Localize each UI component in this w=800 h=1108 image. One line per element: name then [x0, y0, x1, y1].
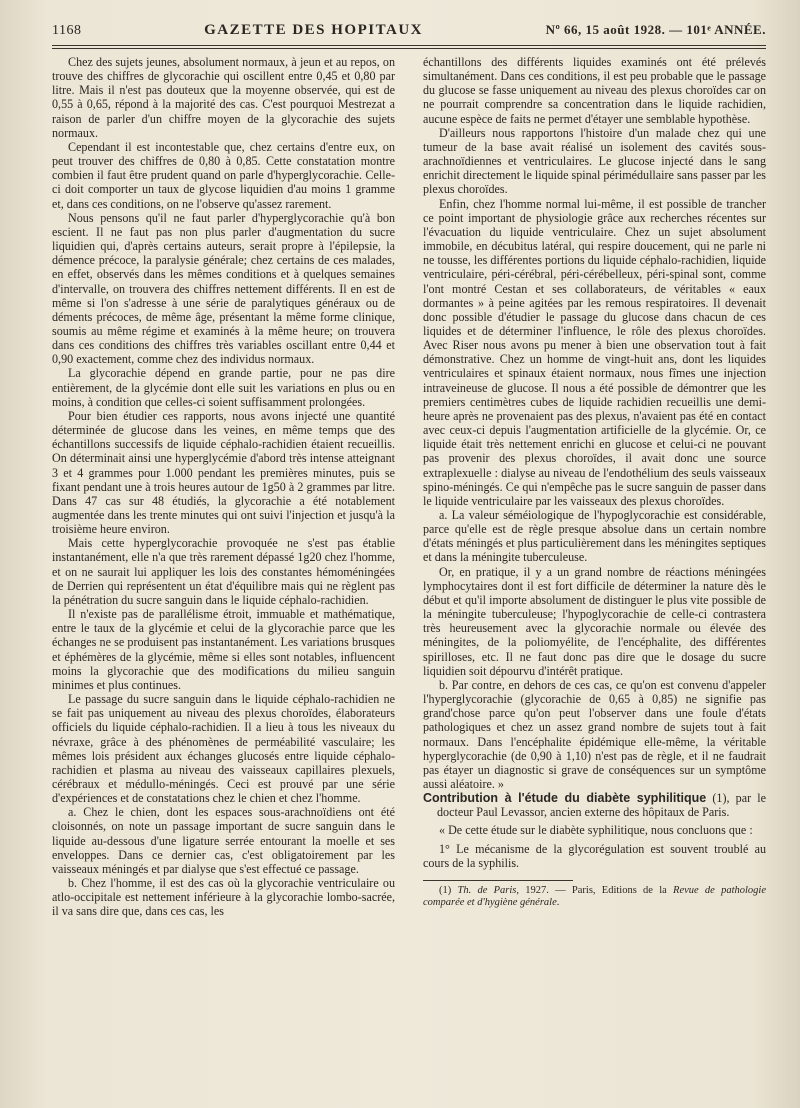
paragraph: Mais cette hyperglycorachie provoquée ne s'est pas établie instantanément, elle n'a que très rarement dépassé 1g20 chez l'homme, et on ne saurait lui appliquer les lois des constantes hémoméningées de Derrien qui représentent un état d'équilibre mais qui ne règlent pas la pénétration du sucre sanguin dans le liquide céphalo-rachidien. [52, 536, 395, 607]
footnote-rule [423, 880, 573, 881]
paragraph: Chez des sujets jeunes, absolument normaux, à jeun et au repos, on trouve des chiffres de glycorachie qui oscillent entre 0,45 et 0,80 par litre. Mais il n'est pas douteux que la moyenne observée, qui est de 0,55 à 0,65, répond à la majorité des cas. C'est pourquoi Mestrezat a raison de parler d'un chiffre moyen de la glycorachie des sujets normaux. [52, 55, 395, 140]
page-header [52, 22, 766, 40]
section-intro [423, 791, 766, 819]
paragraph: Nous pensons qu'il ne faut parler d'hyperglycorachie qu'à bon escient. Il ne faut pas non plus parler d'augmentation du sucre liquidien qui, d'après certains auteurs, serait propre à l'épilepsie, la démence précoce, la paralysie générale; chez certains de ces malades, en effet, observés dans les mêmes conditions et à quelques semaines d'intervalle, on trouvera des chiffres nettement différents. Il en est de même si l'on s'adresse à une série de paralytiques généraux ou de déments précoces, de même âge, présentant la même forme clinique, soumis au même régime et examinés à la même heure; on trouvera dans ces conditions des chiffres très variables oscillant entre 0,44 et 0,90 exactement, comme chez des individus normaux. [52, 210, 395, 367]
paragraph: b. Par contre, en dehors de ces cas, ce qu'on est convenu d'appeler l'hyperglycorachie (glycorachie de 0,65 à 0,85) ne signifie pas grand'chose parce qu'on peut l'observer dans une foule d'états pathologiques et chez un assez grand nombre de sujets tout à fait normaux. Dans l'encéphalite épidémique elle-même, la véritable hyperglycorachie (de 0,90 à 1,10) n'est pas de règle, et il ne faudrait pas étayer un diagnostic si grave de conséquences sur un symptôme aussi aléatoire. » [423, 677, 766, 791]
quote-item: 1° Le mécanisme de la glycorégulation est souvent troublé au cours de la syphilis. [423, 841, 766, 870]
paragraph: Enfin, chez l'homme normal lui-même, il est possible de trancher ce point important de physiologie grâce aux recherches récentes sur l'évacuation du liquide ventriculaire. Chez un sujet absolument immobile, en décubitus latéral, qui respire doucement, qui ne parle ni ne tousse, les différentes portions du liquide céphalo-rachidien, liquide ventriculaire, péri-cérébral, péri-cérébelleux, péri-spinal sont, comme l'ont montré Cestan et ses collaborateurs, de véritables « eaux dormantes » à peine agitées par les remous respiratoires. Il devenait donc possible d'étudier le passage du glucose dans chacun de ces liquides et de déterminer l'influence, le rôle des plexus choroïdes. Avec Riser nous avons pu mener à bien une observation tout à fait démonstrative. Chez un homme de vingt-huit ans, dont les liquides ventriculaires et spinaux étaient normaux, nous fîmes une injection intraveineuse de glucose. Il nous a été possible de démontrer que les premiers centimètres cubes de liquide rachidien recueillis une demi-heure après ne provenaient pas des plexus, n'avaient pas été en contact avec ceux-ci depuis l'augmentation artificielle de la glycémie. Or, ce liquide était très nettement enrichi en glucose et celui-ci ne pouvant pas provenir des plexus choroïdes, il avait donc une source extraplexuelle : dialyse au niveau de l'endothélium des seuls vaisseaux spino-méningés. Ce qui n'empêche pas le sucre sanguin de passer dans le liquide ventriculaire par les vaisseaux des plexus choroïdes. [423, 196, 766, 508]
paragraph: Le passage du sucre sanguin dans le liquide céphalo-rachidien ne se fait pas uniquement au niveau des plexus choroïdes, élaborateurs officiels du liquide céphalo-rachidien. Il a lieu à tous les niveaux du névraxe, grâce à des phénomènes de perméabilité vasculaire; les mêmes lois président aux échanges glucosés entre liquide céphalo-rachidien et plasma au niveau des vaisseaux capillaires plexuels, cérébraux et médullo-méningés. Ceci est prouvé par une série d'expériences et de constatations chez le chien et chez l'homme. [52, 692, 395, 806]
issue-info: Nº 66, 15 août 1928. — 101ᵉ ANNÉE. [545, 22, 766, 37]
paragraph: La glycorachie dépend en grande partie, pour ne pas dire entièrement, de la glycémie dont elle suit les variations en plus ou en moins, à condition que celles-ci soient suffisamment prolongées. [52, 366, 395, 409]
section-heading: Contribution à l'étude du diabète syphilitique [423, 791, 707, 806]
paragraph: a. La valeur séméiologique de l'hypoglycorachie est considérable, parce qu'elle est de règle presque absolue dans un certain nombre d'états méningés et plus particulièrement dans les méningites septiques et dans la méningite tuberculeuse. [423, 508, 766, 565]
section-reference: (1), par le docteur Paul Levassor, ancien externe des hôpitaux de Paris. [437, 791, 766, 820]
journal-title: GAZETTE DES HOPITAUX [204, 22, 423, 38]
paragraph: Cependant il est incontestable que, chez certains d'entre eux, on peut trouver des chiffres de 0,80 à 0,85. Cette constatation montre combien il faut être prudent quand on parle d'hyperglycorachie. Celle-ci doit comporter un taux de glycose liquidien d'au moins 1 gramme et, dans ces conditions, on ne l'observe qu'assez rarement. [52, 139, 395, 211]
header-rule [52, 45, 766, 49]
paragraph: échantillons des différents liquides examinés ont été prélevés simultanément. Dans ces conditions, il est peu probable que le passage du glucose se fasse uniquement au niveau des plexus choroïdes car on ne pourrait comprendre sa concentration dans le liquide rachidien, aucune espèce de faits ne permet d'étayer une semblable hypothèse. [423, 55, 766, 126]
footnote-journal: Th. de Paris [457, 884, 517, 896]
paragraph: Or, en pratique, il y a un grand nombre de réactions méningées lymphocytaires dont il est fort difficile de déterminer la nature dès le début et qu'il importe absolument de distinguer le plus vite possible de la méningite tuberculeuse; l'hypoglycorachie de celle-ci contrastera très heureusement avec la glycorachie normale ou élevée des méningites, de la poliomyélite, de l'encéphalite, des différentes spirilloses, etc. Il ne faut donc pas dire que le dosage du sucre liquidien soit dépourvu d'intérêt pratique. [423, 564, 766, 678]
page-number: 1168 [52, 23, 82, 38]
left-column [52, 55, 395, 919]
text-columns [52, 55, 766, 919]
paragraph: D'ailleurs nous rapportons l'histoire d'un malade chez qui une tumeur de la base avait réalisé un isolement des cavités sous-arachnoïdiennes et ventriculaires. Le glucose injecté dans le sang enrichit directement le liquide spinal périmédullaire sans passer par les plexus choroïdes. [423, 125, 766, 197]
paragraph: Il n'existe pas de parallélisme étroit, immuable et mathématique, entre le taux de la glycémie et celui de la glycorachie parce que les échanges ne se produisent pas instantanément. Les variations brusques et éphémères de la glycémie, même si elles sont notables, influencent moins la glycorachie que des modifications du milieu sanguin minimes et plus continues. [52, 607, 395, 692]
footnote: (1) Th. de Paris, 1927. — Paris, Editions de la Revue de pathologie comparée et d'hygiène générale. [423, 884, 767, 909]
right-column [423, 55, 766, 919]
paragraph: b. Chez l'homme, il est des cas où la glycorachie ventriculaire ou atlo-occipitale est nettement inférieure à la glycorachie lombo-sacrée, il va sans dire que, dans ces cas, les [52, 876, 395, 919]
paragraph: a. Chez le chien, dont les espaces sous-arachnoïdiens ont été cloisonnés, on note un passage important de sucre sanguin dans le liquide au-dessous d'une ligature serrée entourant la moelle et ses enveloppes. Dans ce dernier cas, c'est obligatoirement par les vaisseaux méningés et par dialyse que s'est effectué ce passage. [52, 805, 395, 876]
quote-intro: « De cette étude sur le diabète syphilitique, nous concluons que : [439, 823, 753, 838]
footnote-review: Revue de pathologie comparée et d'hygiène générale [423, 884, 767, 909]
paragraph: Pour bien étudier ces rapports, nous avons injecté une quantité déterminée de glucose dans les veines, en même temps que des échantillons successifs de liquide céphalo-rachidien étaient recueillis. On déterminait ainsi une hyperglycémie d'abord très intense atteignant 3 et 4 grammes pour 1.000 pendant les premières minutes, puis se fixant pendant une à trois heures autour de 1g50 à 2 grammes par litre. Dans 47 cas sur 48 étudiés, la glycorachie a été notablement augmentée dans les trente minutes qui ont suivi l'injection et jusqu'à la troisième heure environ. [52, 408, 395, 537]
